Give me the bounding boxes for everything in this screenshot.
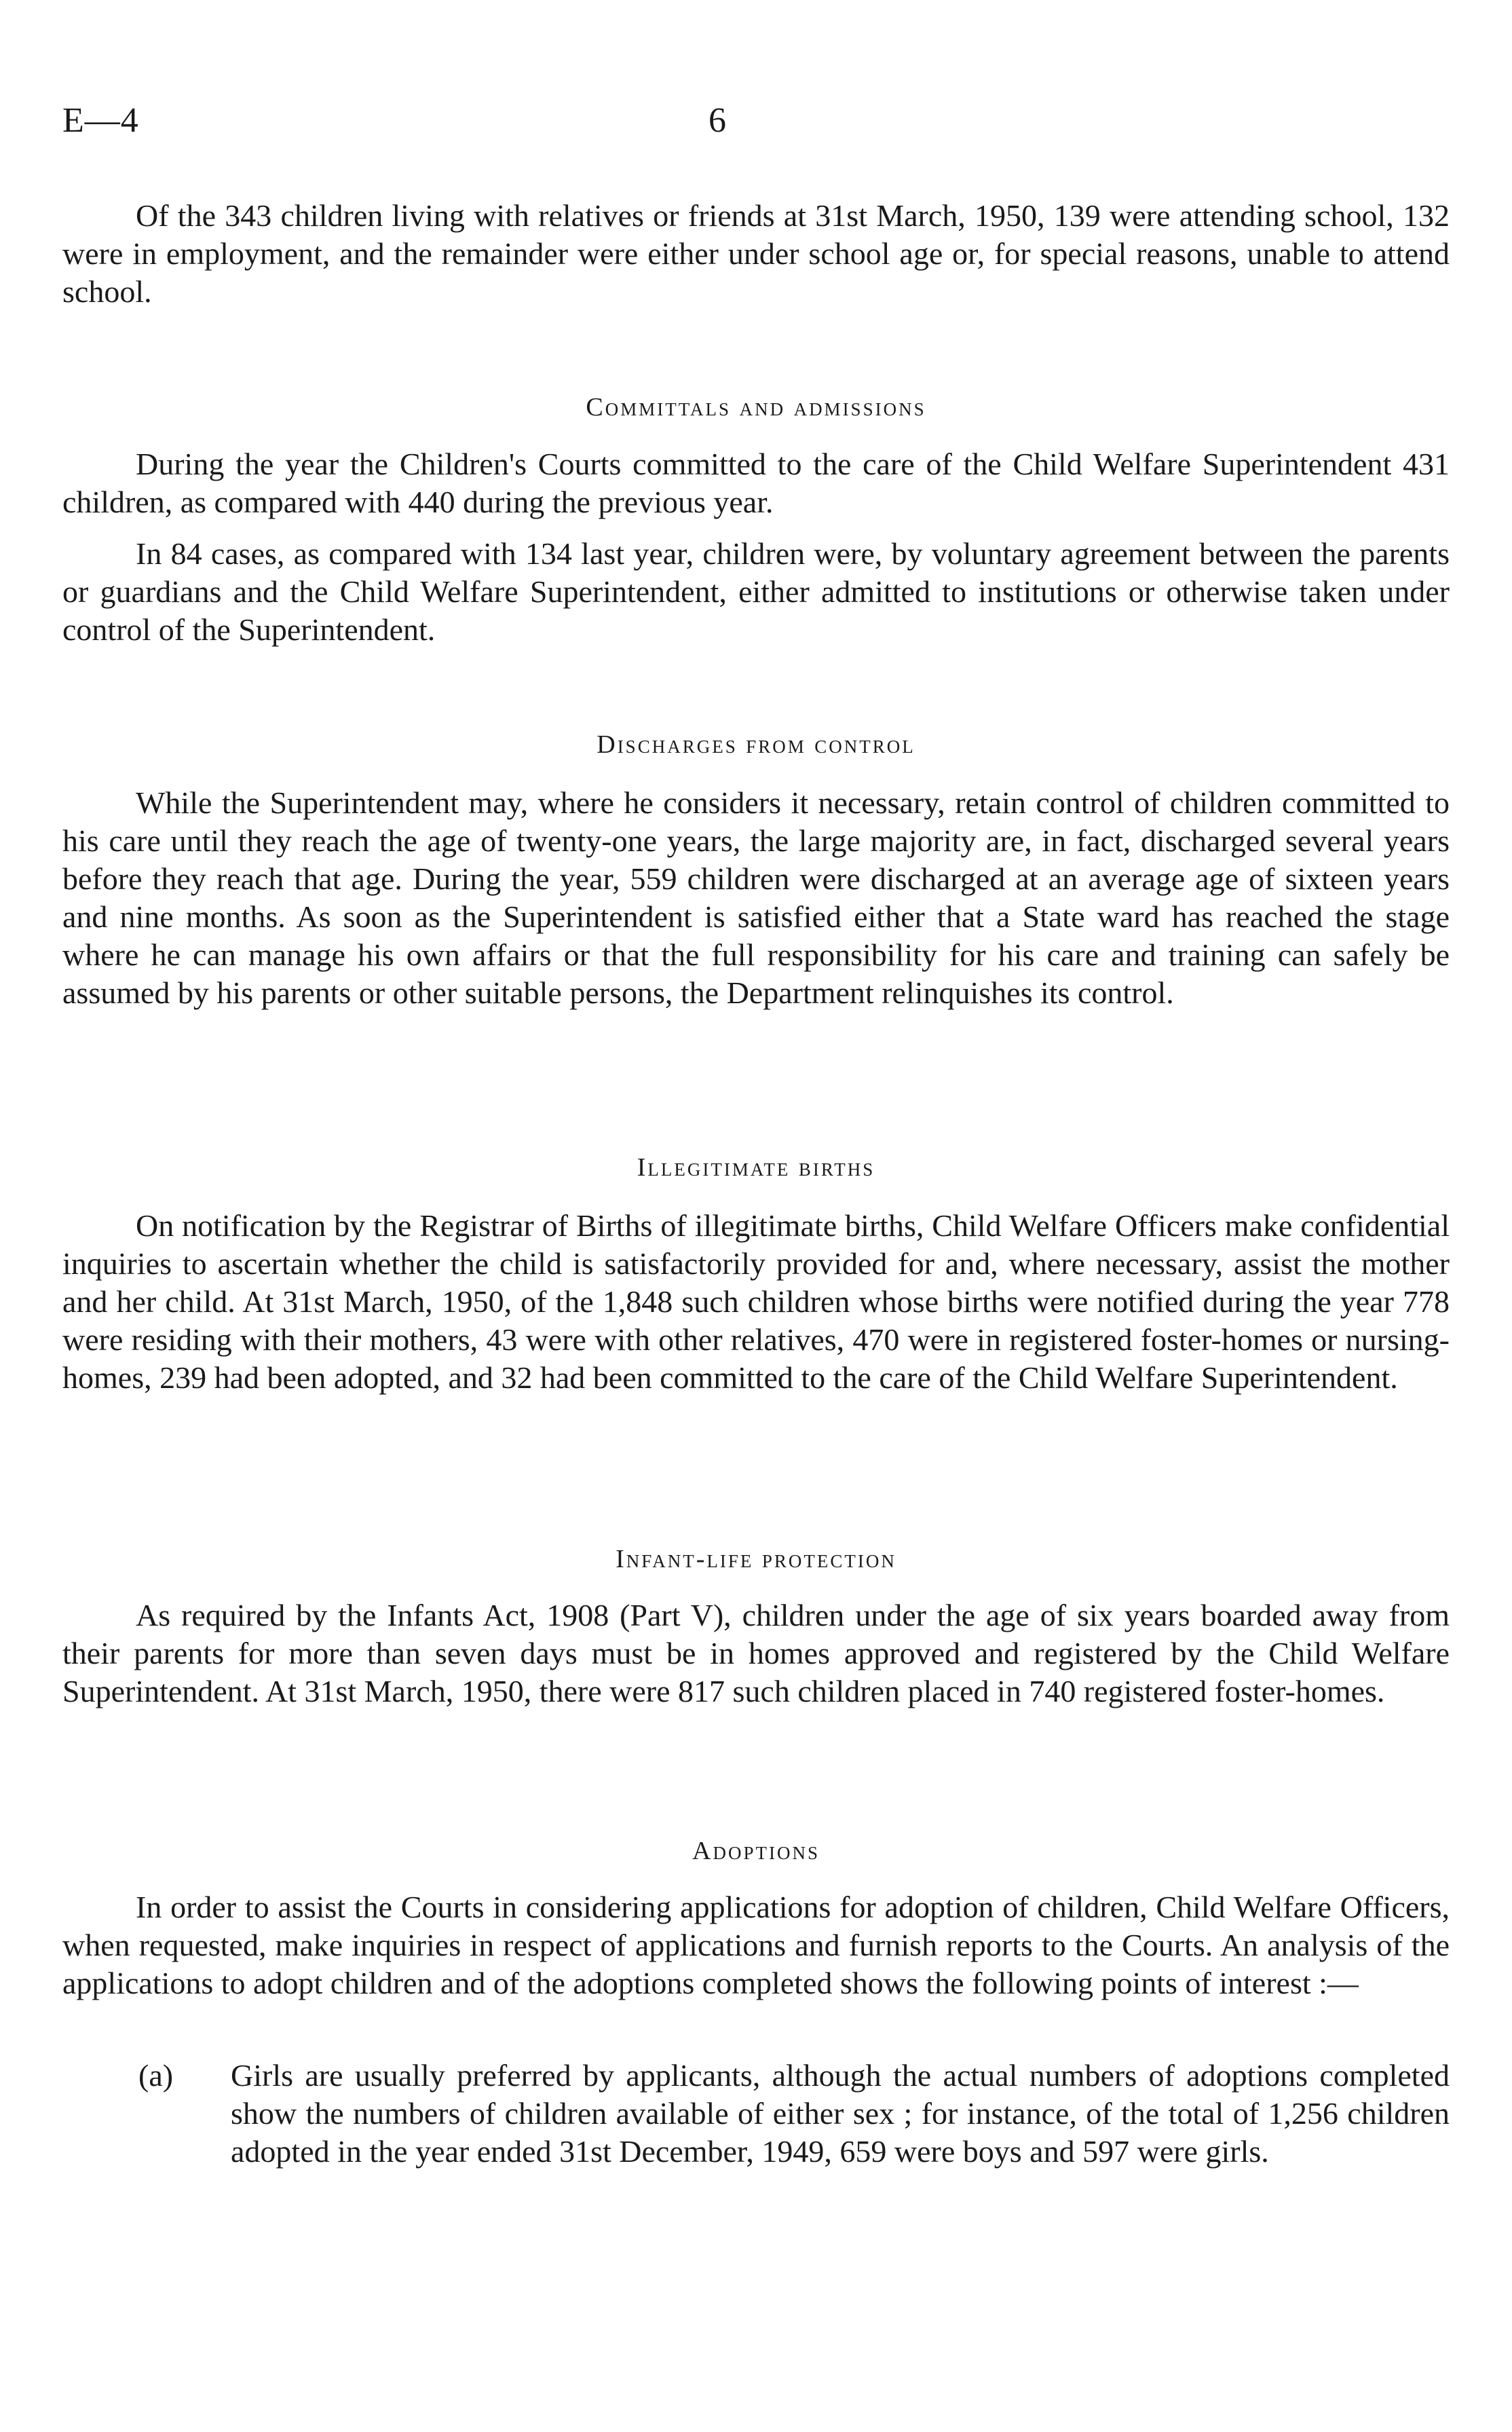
intro-paragraph: Of the 343 children living with relatives or friends at 31st March, 1950, 139 were attending school, 132 were in employment, and the remainder were either under school age or, for special reasons, unable to attend school. [62, 198, 1450, 309]
adoptions-list-item [138, 2057, 1450, 2171]
discharges-paragraph: While the Superintendent may, where he considers it necessary, retain control of children committed to his care until they reach the age of twenty-one years, the large majority are, in fact, discharged several years before they reach that age. During the year, 559 children were discharged at an average age of sixteen years and nine months. As soon as the Superintendent is satisfied either that a State ward has reached the stage where he can manage his own affairs or that the full responsibility for his care and training can safely be assumed by his parents or other suitable persons, the Department relinquishes its control. [62, 785, 1450, 1010]
adoptions-paragraph: In order to assist the Courts in considering applications for adoption of children, Child Welfare Officers, when requested, make inquiries in respect of applications and furnish reports to the Courts. An analysis of the applications to adopt children and of the adoptions completed shows the following points of interest :— [62, 1890, 1450, 2000]
infant-life-heading: Infant-life protection [616, 1545, 896, 1573]
adoptions-section [62, 1888, 1450, 2002]
discharges-heading: Discharges from control [597, 730, 915, 759]
committals-paragraph-1: During the year the Children's Courts committed to the care of the Child Welfare Superintendent 431 children, as compared with 440 during the previous year. [62, 447, 1450, 519]
illegitimate-heading: Illegitimate births [637, 1153, 875, 1182]
infant-life-paragraph: As required by the Infants Act, 1908 (Part V), children under the age of six years boarded away from their parents for more than seven days must be in homes approved and registered by the Child Welfare Superintendent. At 31st March, 1950, there were 817 such children placed in 740 registered foster-homes. [62, 1598, 1450, 1708]
committals-paragraph-2: In 84 cases, as compared with 134 last year, children were, by voluntary agreement between the parents or guardians and the Child Welfare Superintendent, either admitted to institutions or otherwise taken under control of the Superintendent. [62, 536, 1450, 647]
list-marker: (a) [138, 2058, 174, 2093]
document-reference: E—4 [62, 101, 139, 140]
committals-heading: Committals and admissions [586, 393, 926, 422]
page-number: 6 [708, 101, 726, 140]
list-item-text: Girls are usually preferred by applicants, although the actual numbers of adoptions completed show the numbers of children available of either sex ; for instance, of the total of 1,256 children adopted in the year ended 31st December, 1949, 659 were boys and 597 were girls. [231, 2058, 1450, 2169]
intro-section [62, 197, 1450, 311]
illegitimate-section [62, 1207, 1450, 1397]
adoptions-heading: Adoptions [692, 1837, 820, 1865]
discharges-section [62, 784, 1450, 1012]
infant-life-section [62, 1596, 1450, 1710]
illegitimate-paragraph: On notification by the Registrar of Births of illegitimate births, Child Welfare Officers make confidential inquiries to ascertain whether the child is satisfactorily provided for and, where necessary, assist the mother and her child. At 31st March, 1950, of the 1,848 such children whose births were notified during the year 778 were residing with their mothers, 43 were with other relatives, 470 were in registered foster-homes or nursing-homes, 239 had been adopted, and 32 had been committed to the care of the Child Welfare Superintendent. [62, 1208, 1450, 1395]
committals-section [62, 445, 1450, 649]
